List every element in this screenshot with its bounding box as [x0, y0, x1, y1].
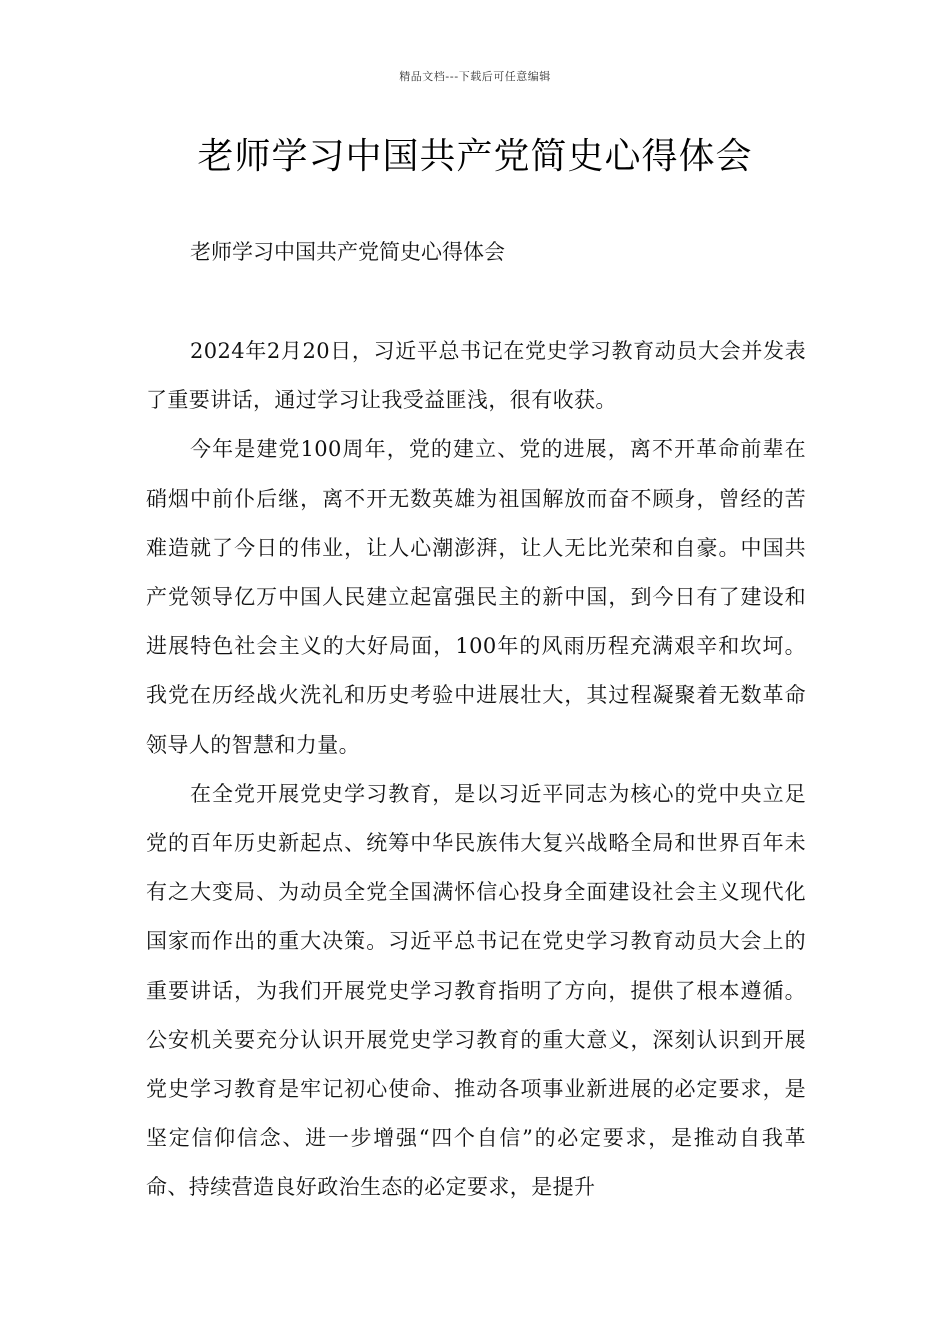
body-paragraph: 今年是建党100周年，党的建立、党的进展，离不开革命前辈在硝烟中前仆后继，离不开无数英雄为祖国解放而奋不顾身，曾经的苦难造就了今日的伟业，让人心潮澎湃，让人无比光荣和自豪。中国共产党领导亿万中国人民建立起富强民主的新中国，到今日有了建设和进展特色社会主义的大好局面，100年的风雨历程充满艰辛和坎坷。我党在历经战火洗礼和历史考验中进展壮大，其过程凝聚着无数革命领导人的智慧和力量。 — [146, 437, 806, 757]
document-subtitle: 老师学习中国共产党简史心得体会 — [190, 240, 505, 264]
body-paragraph: 2024年2月20日，习近平总书记在党史学习教育动员大会并发表了重要讲话，通过学习让我受益匪浅，很有收获。 — [146, 339, 806, 413]
body-paragraph: 在全党开展党史学习教育，是以习近平同志为核心的党中央立足党的百年历史新起点、统筹中华民族伟大复兴战略全局和世界百年未有之大变局、为动员全党全国满怀信心投身全面建设社会主义现代化国家而作出的重大决策。习近平总书记在党史学习教育动员大会上的重要讲话，为我们开展党史学习教育指明了方向，提供了根本遵循。公安机关要充分认识开展党史学习教育的重大意义，深刻认识到开展党史学习教育是牢记初心使命、推动各项事业新进展的必定要求，是坚定信仰信念、进一步增强“四个自信”的必定要求，是推动自我革命、持续营造良好政治生态的必定要求，是提升 — [146, 781, 806, 1200]
document-title: 老师学习中国共产党简史心得体会 — [197, 136, 753, 177]
document-body — [146, 327, 806, 1213]
header-note: 精品文档---下载后可任意编辑 — [399, 70, 551, 83]
